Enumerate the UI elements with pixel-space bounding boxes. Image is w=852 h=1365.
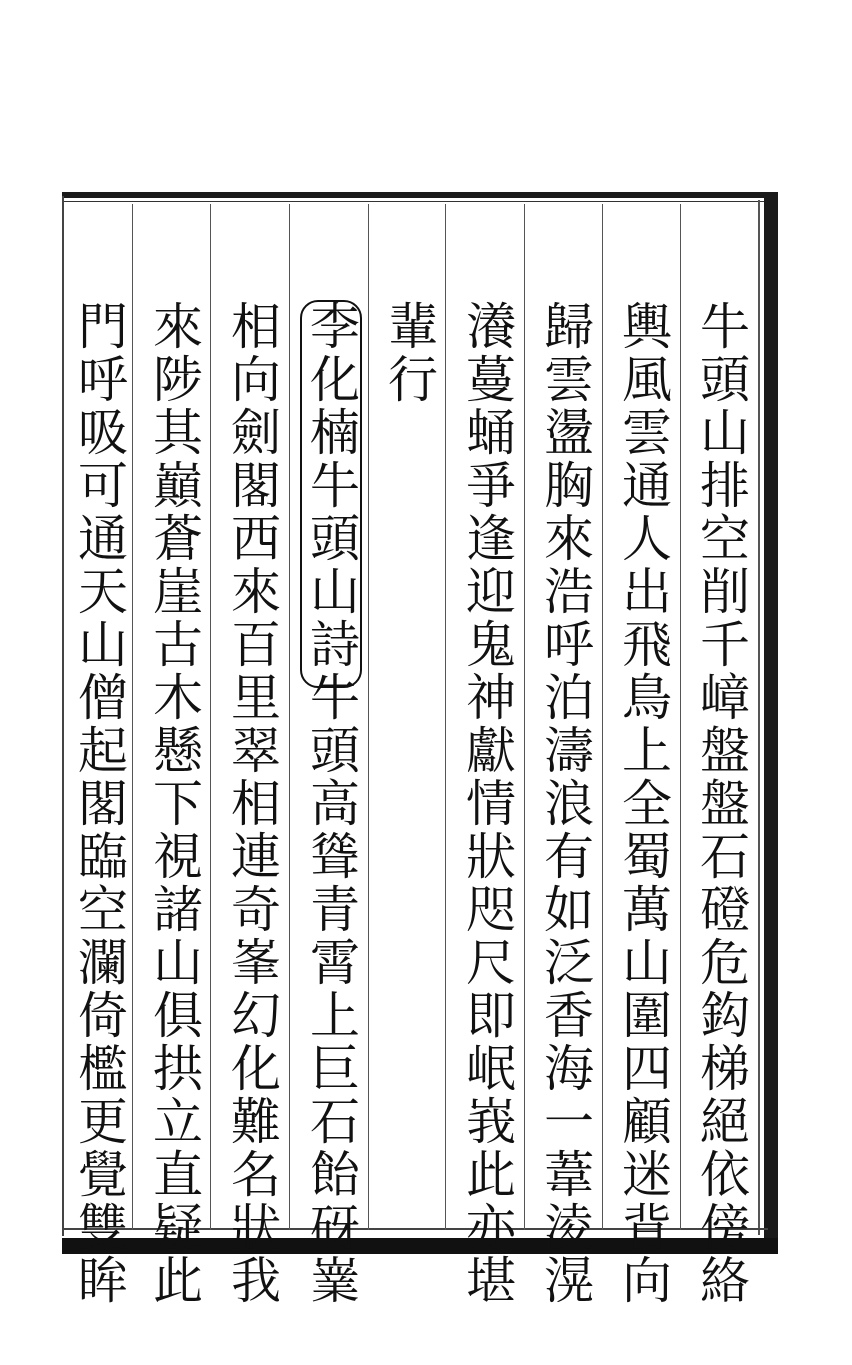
frame-top-border [62,192,778,198]
column-divider [368,204,369,1230]
frame-right-border [764,192,778,1242]
text-column-2: 輿風雲通人出飛鳥上全蜀萬山圍四顧迷背向 [614,300,672,1307]
text-column-8: 來陟其巔蒼崖古木懸下視諸山俱拱立直疑此 [145,300,203,1307]
column-divider [602,204,603,1230]
text-column-9: 門呼吸可通天山僧起閣臨空瀾倚檻更覺雙眸 [70,300,128,1307]
column-divider [524,204,525,1230]
column-divider [680,204,681,1230]
text-column-4: 瀁蔓蛹爭逢迎鬼神獻情狀咫尺即岷峩此亦堪 [458,300,516,1307]
column-divider [289,204,290,1230]
text-column-7: 相向劍閣西來百里翠相連奇峯幻化難名狀我 [223,300,281,1307]
text-column-1: 牛頭山排空削千嶂盤盤石磴危鈎梯絕依傍絡 [692,300,750,1307]
frame-top-inner-line [62,201,768,202]
text-column-3: 歸雲盪胸來浩呼泊濤浪有如泛香海一葦淩滉 [536,300,594,1307]
text-column-5: 輩行 [380,300,438,406]
text-column-6: 李化楠牛頭山詩牛頭高聳青霄上巨石飴砑嶪 [302,300,360,1307]
frame-right-inner-line [758,200,760,1235]
